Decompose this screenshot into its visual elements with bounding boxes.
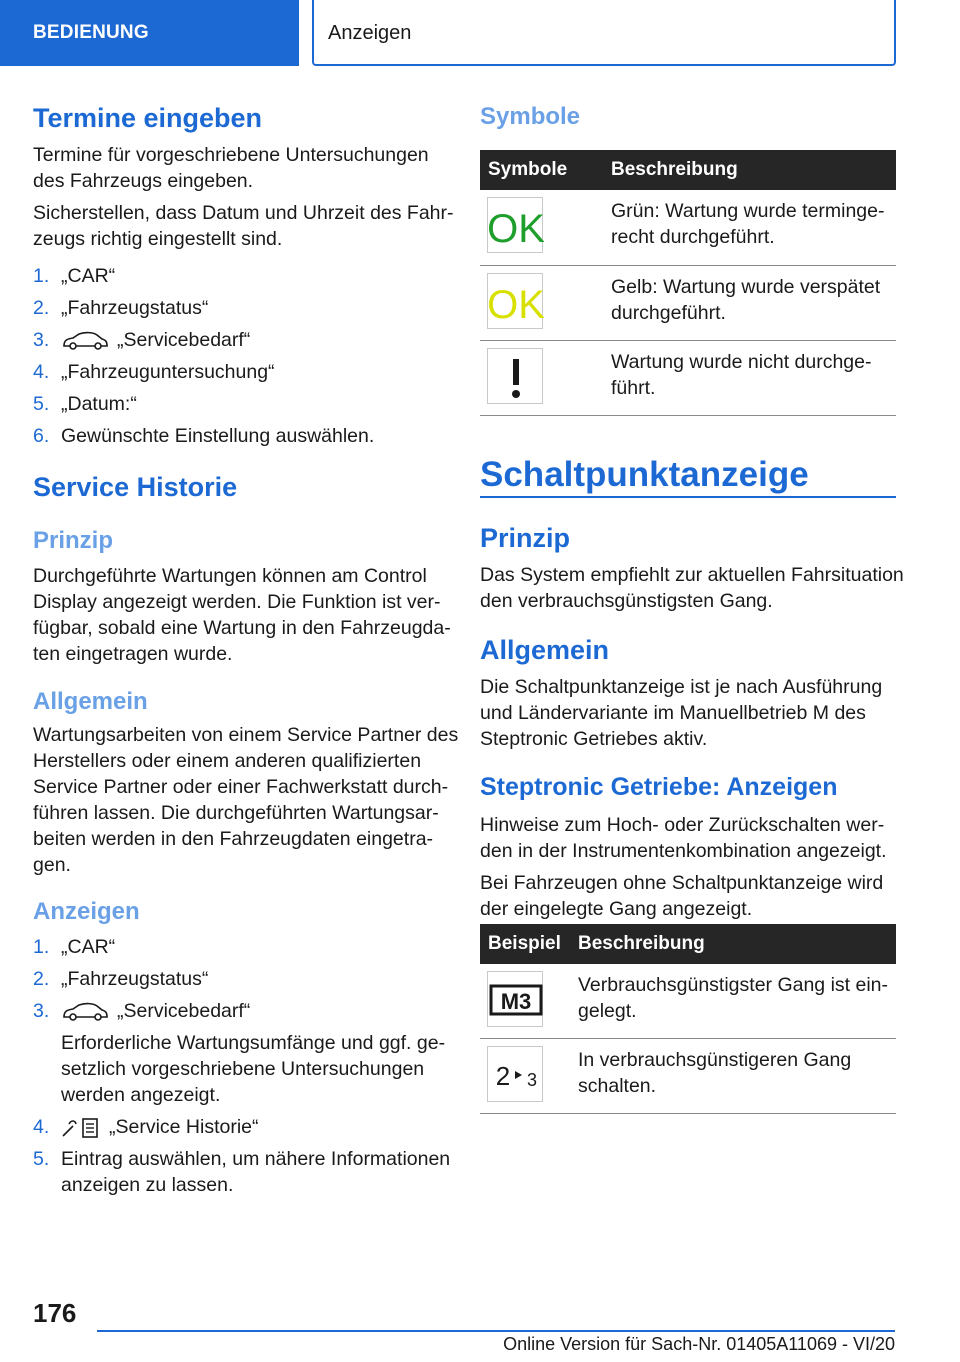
row-description: In verbrauchsgünstigeren Gang <box>578 1049 852 1071</box>
paragraph-line: Durchgeführte Wartungen können am Control <box>33 565 427 587</box>
table-row <box>480 964 896 1039</box>
column-header: Beschreibung <box>611 159 738 180</box>
paragraph-line: Sicherstellen, dass Datum und Uhrzeit des Fahr‐ <box>33 202 454 224</box>
gear-shift-up-icon <box>487 1046 543 1102</box>
footer-rule <box>97 1330 895 1332</box>
ok-yellow-icon <box>487 273 543 329</box>
paragraph-line: und Ländervariante im Manuellbetrieb M des <box>480 702 866 724</box>
paragraph-line: den in der Instrumentenkombination angezeigt. <box>480 840 887 862</box>
row-description: Gelb: Wartung wurde verspätet <box>611 276 881 298</box>
heading-allgemein: Allgemein <box>480 635 610 665</box>
svg-text:OK: OK <box>488 283 544 327</box>
row-description: Verbrauchsgünstigster Gang ist ein‐ <box>578 974 889 996</box>
heading-prinzip: Prinzip <box>480 523 571 553</box>
paragraph-line: Wartungsarbeiten von einem Service Partner des <box>33 724 459 746</box>
paragraph-line: zeugs richtig eingestellt sind. <box>33 228 283 250</box>
chapter-title: Anzeigen <box>312 0 896 66</box>
exclamation-icon <box>487 348 543 404</box>
paragraph-line: Herstellers oder einem anderen qualifizierten <box>33 750 422 772</box>
paragraph-line: Steptronic Getriebes aktiv. <box>480 728 708 750</box>
row-description: recht durchgeführt. <box>611 226 775 248</box>
svg-text:OK: OK <box>488 207 544 251</box>
column-header: Beispiel <box>488 933 561 954</box>
table-row <box>480 190 896 266</box>
row-description: Wartung wurde nicht durchge‐ <box>611 351 872 373</box>
row-description: gelegt. <box>578 1000 637 1022</box>
paragraph-line: Hinweise zum Hoch- oder Zurückschalten wer‐ <box>480 814 885 836</box>
paragraph-line: führen lassen. Die durchgeführten Wartungsar‐ <box>33 802 439 824</box>
car-icon <box>61 331 109 351</box>
row-description: durchgeführt. <box>611 302 726 324</box>
ok-green-icon <box>487 197 543 253</box>
paragraph-line: Die Schaltpunktanzeige ist je nach Ausführung <box>480 676 883 698</box>
paragraph-line: fügbar, sobald eine Wartung in den Fahrzeugda‐ <box>33 617 451 639</box>
paragraph-line: Das System empfiehlt zur aktuellen Fahrsituation <box>480 564 904 586</box>
subheading-symbole: Symbole <box>480 103 581 130</box>
service-history-icon <box>61 1116 101 1140</box>
gear-m3-icon <box>487 971 543 1027</box>
paragraph-line: des Fahrzeugs eingeben. <box>33 170 254 192</box>
paragraph-line: der eingelegte Gang angezeigt. <box>480 898 753 920</box>
heading-termine: Termine eingeben <box>33 103 263 133</box>
section-tab: BEDIENUNG <box>0 0 299 66</box>
paragraph-line: Termine für vorgeschriebene Untersuchungen <box>33 144 429 166</box>
heading-schaltpunktanzeige: Schaltpunktanzeige <box>480 455 809 494</box>
heading-service-historie: Service Historie <box>33 472 238 502</box>
paragraph-line: gen. <box>33 854 71 876</box>
paragraph-line: Service Partner oder einer Fachwerkstatt durch‐ <box>33 776 449 798</box>
table-header <box>480 150 896 190</box>
row-description: Grün: Wartung wurde terminge‐ <box>611 200 885 222</box>
table-header <box>480 924 896 964</box>
subheading-prinzip: Prinzip <box>33 527 114 554</box>
heading-steptronic: Steptronic Getriebe: Anzeigen <box>480 773 838 801</box>
column-header: Beschreibung <box>578 933 705 954</box>
row-description: führt. <box>611 377 656 399</box>
footer-text: Online Version für Sach-Nr. 01405A11069 - VI/20 <box>503 1334 895 1354</box>
column-header: Symbole <box>488 159 568 180</box>
paragraph-line: ten eingetragen wurde. <box>33 643 233 665</box>
subheading-anzeigen: Anzeigen <box>33 898 140 925</box>
heading-rule <box>480 496 896 498</box>
svg-text:M3: M3 <box>500 989 532 1014</box>
table-row <box>480 341 896 416</box>
car-icon <box>61 1002 109 1022</box>
paragraph-line: Bei Fahrzeugen ohne Schaltpunktanzeige wird <box>480 872 884 894</box>
subheading-allgemein: Allgemein <box>33 688 148 715</box>
table-row <box>480 266 896 341</box>
table-row <box>480 1039 896 1114</box>
svg-text:3: 3 <box>526 1070 538 1090</box>
paragraph-line: Display angezeigt werden. Die Funktion ist ver‐ <box>33 591 441 613</box>
paragraph-line: beiten werden in den Fahrzeugdaten eingetra‐ <box>33 828 434 850</box>
paragraph-line: den verbrauchsgünstigsten Gang. <box>480 590 773 612</box>
svg-text:2: 2 <box>495 1061 511 1091</box>
page-number: 176 <box>33 1298 77 1328</box>
row-description: schalten. <box>578 1075 657 1097</box>
